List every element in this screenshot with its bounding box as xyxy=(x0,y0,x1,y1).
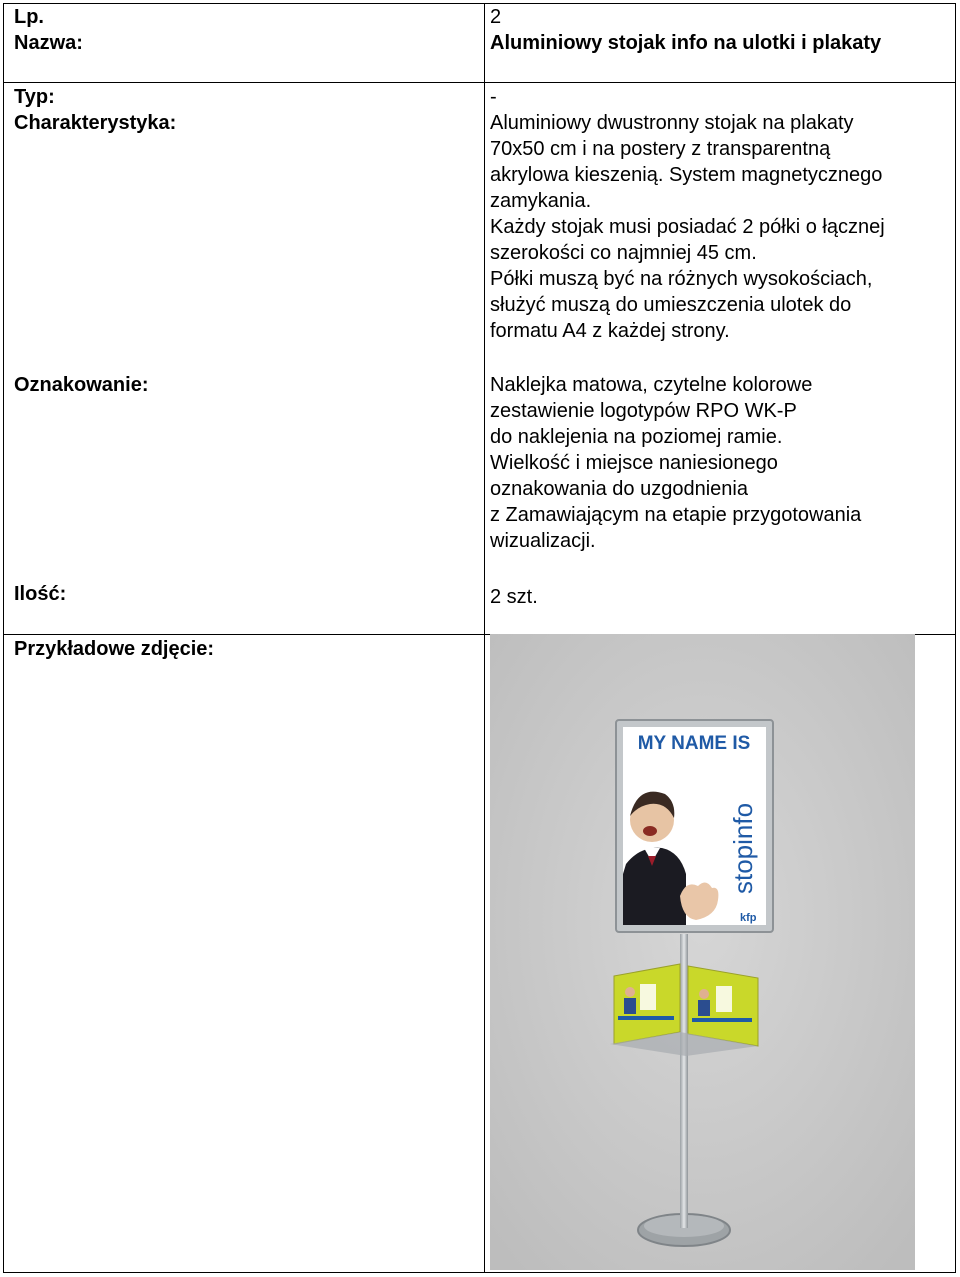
nazwa-label: Nazwa: xyxy=(14,32,83,54)
poster-brand: stopinfo xyxy=(728,802,758,894)
nazwa-value: Aluminiowy stojak info na ulotki i plakaty xyxy=(490,32,882,54)
oznakowanie-line: zestawienie logotypów RPO WK-P xyxy=(490,400,797,422)
poster-logo: kfp xyxy=(740,912,757,924)
lp-label: Lp. xyxy=(14,6,44,28)
oznakowanie-line: Wielkość i miejsce naniesionego xyxy=(490,452,778,474)
poster-headline: MY NAME IS xyxy=(637,733,751,754)
charakterystyka-line: służyć muszą do umieszczenia ulotek do xyxy=(490,294,852,316)
column-divider xyxy=(484,4,485,1272)
charakterystyka-line: akrylowa kieszenią. System magnetycznego xyxy=(490,164,883,186)
charakterystyka-line: Półki muszą być na różnych wysokościach, xyxy=(490,268,873,290)
poster-frame xyxy=(616,720,773,932)
oznakowanie-line: oznakowania do uzgodnienia xyxy=(490,478,748,500)
charakterystyka-line: Aluminiowy dwustronny stojak na plakaty xyxy=(490,112,854,134)
oznakowanie-label: Oznakowanie: xyxy=(14,374,149,396)
typ-value: - xyxy=(490,86,497,108)
example-photo xyxy=(490,634,915,1270)
przykladowe-zdjecie-label: Przykładowe zdjęcie: xyxy=(14,638,215,660)
oznakowanie-line: z Zamawiającym na etapie przygotowania xyxy=(490,504,862,526)
charakterystyka-line: 70x50 cm i na postery z transparentną xyxy=(490,138,831,160)
charakterystyka-line: Każdy stojak musi posiadać 2 półki o łącznej xyxy=(490,216,885,238)
ilosc-label: Ilość: xyxy=(14,583,67,605)
row-divider xyxy=(4,82,955,83)
lp-value: 2 xyxy=(490,6,502,28)
charakterystyka-label: Charakterystyka: xyxy=(14,112,177,134)
oznakowanie-line: do naklejenia na poziomej ramie. xyxy=(490,426,783,448)
charakterystyka-line: zamykania. xyxy=(490,190,592,212)
typ-label: Typ: xyxy=(14,86,55,108)
charakterystyka-line: szerokości co najmniej 45 cm. xyxy=(490,242,757,264)
ilosc-value: 2 szt. xyxy=(490,586,538,608)
charakterystyka-line: formatu A4 z każdej strony. xyxy=(490,320,730,342)
oznakowanie-line: wizualizacji. xyxy=(490,530,596,552)
stand-pole xyxy=(680,934,688,1228)
oznakowanie-line: Naklejka matowa, czytelne kolorowe xyxy=(490,374,813,396)
